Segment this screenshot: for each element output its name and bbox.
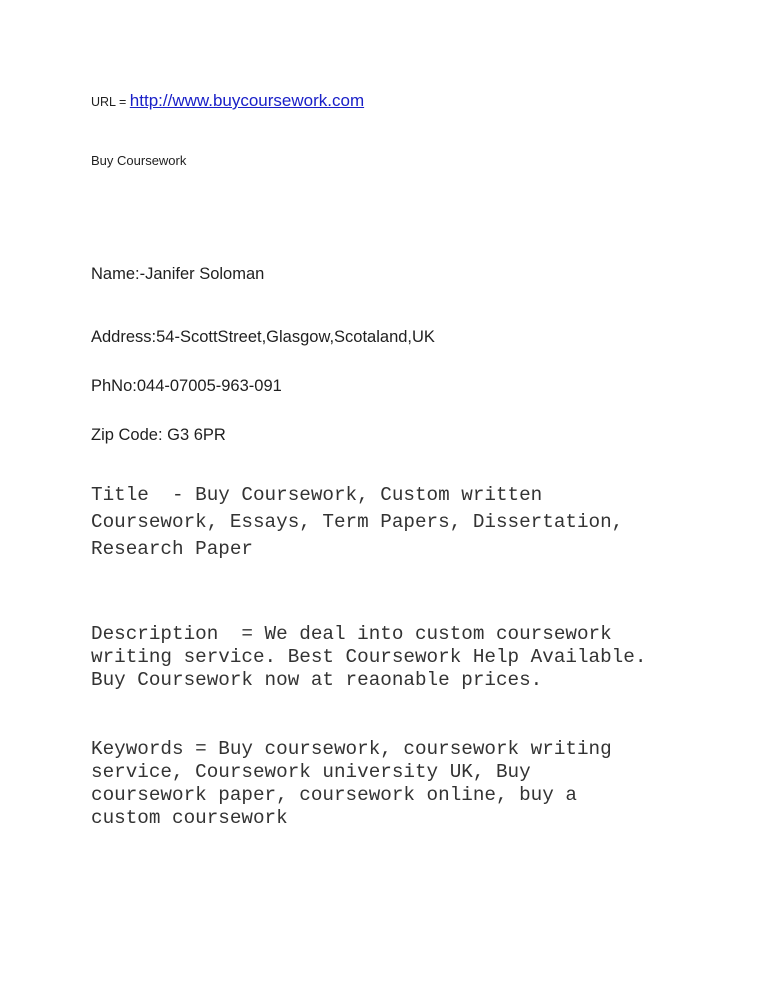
keywords-line: custom coursework: [91, 807, 288, 829]
title-line: Coursework, Essays, Term Papers, Dissertation,: [91, 511, 624, 533]
contact-phone: PhNo:044-07005-963-091: [91, 377, 282, 395]
title-line: Research Paper: [91, 538, 253, 560]
contact-zip: Zip Code: G3 6PR: [91, 426, 226, 444]
url-line: [91, 91, 364, 111]
site-name: Buy Coursework: [91, 153, 187, 168]
url-label: URL =: [91, 95, 130, 109]
description-line: writing service. Best Coursework Help Available.: [91, 646, 647, 668]
keywords-line: Keywords = Buy coursework, coursework writing: [91, 738, 612, 760]
keywords-line: service, Coursework university UK, Buy: [91, 761, 531, 783]
description-line: Description = We deal into custom coursework: [91, 623, 612, 645]
contact-address: Address:54-ScottStreet,Glasgow,Scotaland,UK: [91, 328, 435, 346]
title-line: Title - Buy Coursework, Custom written: [91, 484, 543, 506]
contact-name: Name:-Janifer Soloman: [91, 265, 265, 283]
description-line: Buy Coursework now at reaonable prices.: [91, 669, 543, 691]
url-link[interactable]: http://www.buycoursework.com: [129, 91, 365, 110]
keywords-line: coursework paper, coursework online, buy a: [91, 784, 577, 806]
